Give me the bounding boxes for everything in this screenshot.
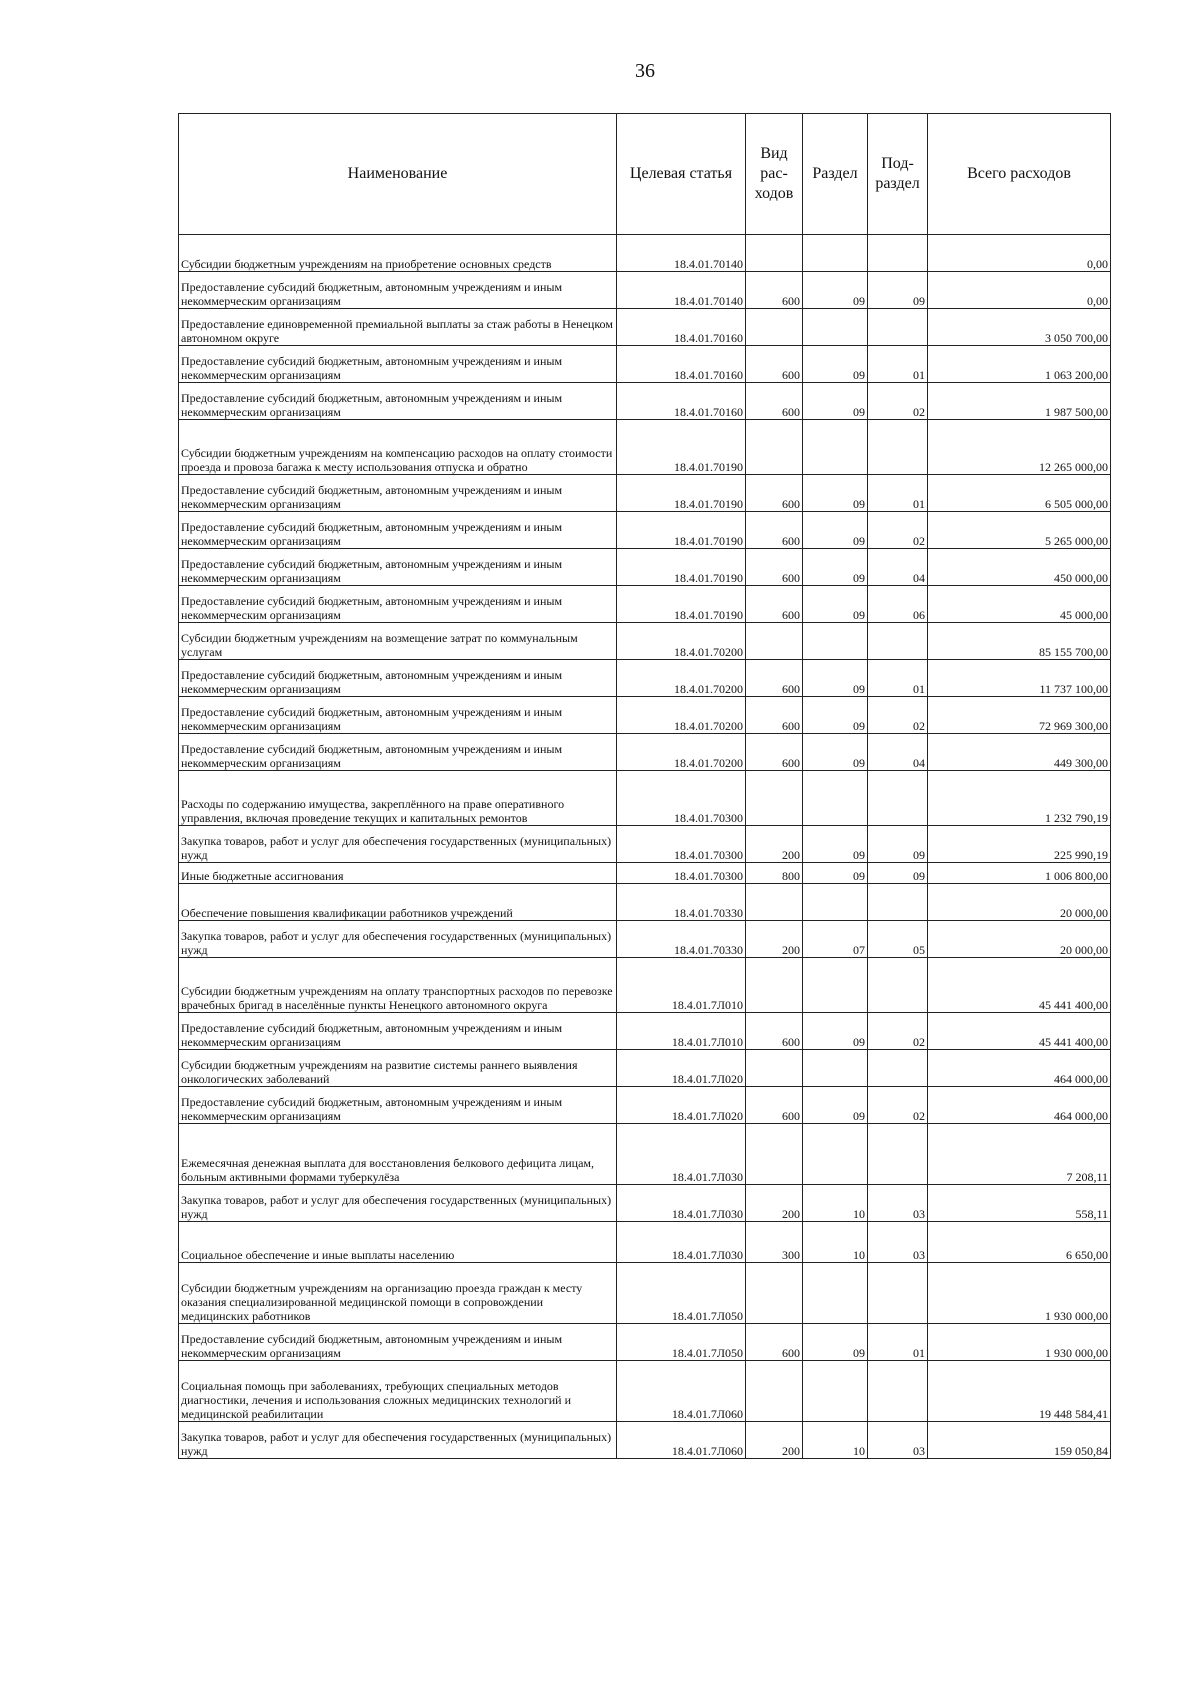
table-row: [179, 383, 1111, 420]
row-total: 464 000,00: [928, 1050, 1111, 1087]
row-section: 09: [803, 475, 868, 512]
row-subsection: 09: [868, 826, 928, 863]
row-name: Субсидии бюджетным учреждениям на организацию проезда граждан к месту оказания специализированной медицинской помощи в сопровождении медицинских работников: [179, 1263, 617, 1324]
row-name: Предоставление субсидий бюджетным, автономным учреждениям и иным некоммерческим организациям: [179, 1013, 617, 1050]
row-total: 12 265 000,00: [928, 420, 1111, 475]
table-row: [179, 1263, 1111, 1324]
row-subsection: [868, 1050, 928, 1087]
table-row: [179, 1361, 1111, 1422]
row-section: [803, 623, 868, 660]
row-section: 09: [803, 734, 868, 771]
row-name: Предоставление субсидий бюджетным, автономным учреждениям и иным некоммерческим организациям: [179, 512, 617, 549]
row-code: 18.4.01.7Л030: [617, 1222, 746, 1263]
row-section: 09: [803, 863, 868, 884]
table-row: [179, 512, 1111, 549]
table-row: [179, 1087, 1111, 1124]
header-section: Раздел: [803, 114, 868, 235]
row-subsection: 03: [868, 1222, 928, 1263]
row-vid: [746, 958, 803, 1013]
row-section: [803, 420, 868, 475]
table-header-row: [179, 114, 1111, 235]
row-section: 09: [803, 1013, 868, 1050]
table-row: [179, 734, 1111, 771]
row-subsection: 02: [868, 1087, 928, 1124]
row-section: [803, 309, 868, 346]
row-subsection: 01: [868, 660, 928, 697]
row-total: 558,11: [928, 1185, 1111, 1222]
row-section: 07: [803, 921, 868, 958]
row-code: 18.4.01.7Л030: [617, 1124, 746, 1185]
row-subsection: 01: [868, 1324, 928, 1361]
row-vid: 600: [746, 383, 803, 420]
row-vid: [746, 1263, 803, 1324]
row-total: 0,00: [928, 272, 1111, 309]
row-total: 6 650,00: [928, 1222, 1111, 1263]
row-name: Предоставление субсидий бюджетным, автономным учреждениям и иным некоммерческим организациям: [179, 549, 617, 586]
table-body: [179, 235, 1111, 1459]
row-total: 1 006 800,00: [928, 863, 1111, 884]
row-code: 18.4.01.70160: [617, 309, 746, 346]
row-name: Субсидии бюджетным учреждениям на развитие системы раннего выявления онкологических заболеваний: [179, 1050, 617, 1087]
row-code: 18.4.01.70300: [617, 826, 746, 863]
row-code: 18.4.01.70190: [617, 512, 746, 549]
row-vid: [746, 1361, 803, 1422]
row-vid: 800: [746, 863, 803, 884]
row-subsection: [868, 1361, 928, 1422]
table-row: [179, 346, 1111, 383]
table-row: [179, 1222, 1111, 1263]
row-vid: 600: [746, 272, 803, 309]
row-total: 45 441 400,00: [928, 1013, 1111, 1050]
row-vid: 600: [746, 475, 803, 512]
row-subsection: [868, 884, 928, 921]
row-code: 18.4.01.70200: [617, 623, 746, 660]
row-name: Предоставление субсидий бюджетным, автономным учреждениям и иным некоммерческим организациям: [179, 346, 617, 383]
table-row: [179, 420, 1111, 475]
row-name: Предоставление субсидий бюджетным, автономным учреждениям и иным некоммерческим организациям: [179, 734, 617, 771]
row-subsection: [868, 235, 928, 272]
row-vid: 200: [746, 1422, 803, 1459]
header-code: Целевая статья: [617, 114, 746, 235]
row-total: 20 000,00: [928, 921, 1111, 958]
row-subsection: 09: [868, 272, 928, 309]
row-vid: 600: [746, 1087, 803, 1124]
row-section: [803, 771, 868, 826]
row-subsection: 06: [868, 586, 928, 623]
row-vid: 600: [746, 734, 803, 771]
table-row: [179, 309, 1111, 346]
table-row: [179, 586, 1111, 623]
row-code: 18.4.01.70140: [617, 272, 746, 309]
row-name: Расходы по содержанию имущества, закреплённого на праве оперативного управления, включая проведение текущих и капитальных ремонтов: [179, 771, 617, 826]
row-name: Субсидии бюджетным учреждениям на компенсацию расходов на оплату стоимости проезда и провоза багажа к месту использования отпуска и обратно: [179, 420, 617, 475]
row-total: 1 232 790,19: [928, 771, 1111, 826]
row-name: Ежемесячная денежная выплата для восстановления белкового дефицита лицам, больным активными формами туберкулёза: [179, 1124, 617, 1185]
row-code: 18.4.01.7Л060: [617, 1361, 746, 1422]
row-subsection: [868, 420, 928, 475]
row-section: 10: [803, 1422, 868, 1459]
row-code: 18.4.01.7Л020: [617, 1087, 746, 1124]
row-section: 09: [803, 586, 868, 623]
table-row: [179, 1185, 1111, 1222]
row-name: Закупка товаров, работ и услуг для обеспечения государственных (муниципальных) нужд: [179, 1185, 617, 1222]
row-code: 18.4.01.70190: [617, 420, 746, 475]
row-section: 09: [803, 660, 868, 697]
row-total: 0,00: [928, 235, 1111, 272]
row-total: 1 063 200,00: [928, 346, 1111, 383]
row-code: 18.4.01.70200: [617, 697, 746, 734]
table-row: [179, 549, 1111, 586]
row-code: 18.4.01.70190: [617, 475, 746, 512]
row-total: 6 505 000,00: [928, 475, 1111, 512]
row-vid: [746, 623, 803, 660]
row-vid: 600: [746, 549, 803, 586]
table-row: [179, 235, 1111, 272]
table-row: [179, 958, 1111, 1013]
row-subsection: 04: [868, 549, 928, 586]
row-code: 18.4.01.7Л010: [617, 1013, 746, 1050]
row-vid: 200: [746, 826, 803, 863]
header-total: Всего расходов: [928, 114, 1111, 235]
row-total: 45 000,00: [928, 586, 1111, 623]
table-row: [179, 1124, 1111, 1185]
row-subsection: 01: [868, 475, 928, 512]
row-total: 7 208,11: [928, 1124, 1111, 1185]
row-subsection: 04: [868, 734, 928, 771]
row-code: 18.4.01.7Л050: [617, 1263, 746, 1324]
row-section: 09: [803, 383, 868, 420]
row-name: Обеспечение повышения квалификации работников учреждений: [179, 884, 617, 921]
row-code: 18.4.01.70300: [617, 863, 746, 884]
row-total: 1 987 500,00: [928, 383, 1111, 420]
row-total: 450 000,00: [928, 549, 1111, 586]
row-code: 18.4.01.70140: [617, 235, 746, 272]
row-vid: 600: [746, 586, 803, 623]
row-name: Предоставление субсидий бюджетным, автономным учреждениям и иным некоммерческим организациям: [179, 475, 617, 512]
row-vid: [746, 420, 803, 475]
row-name: Предоставление субсидий бюджетным, автономным учреждениям и иным некоммерческим организациям: [179, 383, 617, 420]
row-vid: [746, 1050, 803, 1087]
row-vid: 600: [746, 697, 803, 734]
row-section: 10: [803, 1222, 868, 1263]
row-subsection: [868, 1124, 928, 1185]
row-code: 18.4.01.70190: [617, 549, 746, 586]
row-code: 18.4.01.70300: [617, 771, 746, 826]
row-vid: [746, 309, 803, 346]
row-section: [803, 1361, 868, 1422]
row-vid: [746, 235, 803, 272]
header-name: Наименование: [179, 114, 617, 235]
row-total: 19 448 584,41: [928, 1361, 1111, 1422]
row-section: 09: [803, 697, 868, 734]
row-code: 18.4.01.70160: [617, 383, 746, 420]
row-name: Предоставление единовременной премиальной выплаты за стаж работы в Ненецком автономном округе: [179, 309, 617, 346]
row-code: 18.4.01.7Л050: [617, 1324, 746, 1361]
row-name: Закупка товаров, работ и услуг для обеспечения государственных (муниципальных) нужд: [179, 921, 617, 958]
row-code: 18.4.01.7Л010: [617, 958, 746, 1013]
row-section: 09: [803, 826, 868, 863]
table-row: [179, 1050, 1111, 1087]
row-subsection: 09: [868, 863, 928, 884]
row-total: 45 441 400,00: [928, 958, 1111, 1013]
row-subsection: 03: [868, 1422, 928, 1459]
budget-table: [178, 113, 1111, 1459]
row-vid: 300: [746, 1222, 803, 1263]
row-code: 18.4.01.7Л060: [617, 1422, 746, 1459]
row-total: 5 265 000,00: [928, 512, 1111, 549]
row-subsection: 01: [868, 346, 928, 383]
row-total: 225 990,19: [928, 826, 1111, 863]
row-section: 09: [803, 1324, 868, 1361]
row-vid: 200: [746, 921, 803, 958]
row-section: [803, 884, 868, 921]
row-subsection: [868, 1263, 928, 1324]
row-section: 09: [803, 1087, 868, 1124]
table-row: [179, 884, 1111, 921]
table-row: [179, 771, 1111, 826]
row-vid: [746, 1124, 803, 1185]
header-vid: Вид рас- ходов: [746, 114, 803, 235]
row-name: Социальное обеспечение и иные выплаты населению: [179, 1222, 617, 1263]
row-name: Иные бюджетные ассигнования: [179, 863, 617, 884]
row-section: [803, 235, 868, 272]
row-section: [803, 1263, 868, 1324]
row-name: Предоставление субсидий бюджетным, автономным учреждениям и иным некоммерческим организациям: [179, 1087, 617, 1124]
table-row: [179, 623, 1111, 660]
row-name: Закупка товаров, работ и услуг для обеспечения государственных (муниципальных) нужд: [179, 1422, 617, 1459]
row-subsection: [868, 309, 928, 346]
table-row: [179, 826, 1111, 863]
row-section: 09: [803, 549, 868, 586]
row-name: Закупка товаров, работ и услуг для обеспечения государственных (муниципальных) нужд: [179, 826, 617, 863]
row-vid: 600: [746, 1013, 803, 1050]
table-row: [179, 272, 1111, 309]
row-code: 18.4.01.70200: [617, 734, 746, 771]
row-name: Предоставление субсидий бюджетным, автономным учреждениям и иным некоммерческим организациям: [179, 586, 617, 623]
row-vid: 200: [746, 1185, 803, 1222]
row-subsection: [868, 771, 928, 826]
table-row: [179, 863, 1111, 884]
row-section: 09: [803, 512, 868, 549]
row-section: 09: [803, 346, 868, 383]
row-vid: [746, 771, 803, 826]
row-total: 464 000,00: [928, 1087, 1111, 1124]
row-total: 85 155 700,00: [928, 623, 1111, 660]
table-row: [179, 660, 1111, 697]
table-row: [179, 1013, 1111, 1050]
row-subsection: [868, 958, 928, 1013]
row-code: 18.4.01.70190: [617, 586, 746, 623]
row-total: 449 300,00: [928, 734, 1111, 771]
table-row: [179, 475, 1111, 512]
row-total: 3 050 700,00: [928, 309, 1111, 346]
row-name: Предоставление субсидий бюджетным, автономным учреждениям и иным некоммерческим организациям: [179, 660, 617, 697]
row-name: Социальная помощь при заболеваниях, требующих специальных методов диагностики, лечения и использования сложных медицинских технологий и медицинской реабилитации: [179, 1361, 617, 1422]
row-total: 20 000,00: [928, 884, 1111, 921]
row-name: Предоставление субсидий бюджетным, автономным учреждениям и иным некоммерческим организациям: [179, 1324, 617, 1361]
row-subsection: 02: [868, 512, 928, 549]
row-total: 72 969 300,00: [928, 697, 1111, 734]
row-subsection: [868, 623, 928, 660]
table-row: [179, 1324, 1111, 1361]
row-total: 1 930 000,00: [928, 1324, 1111, 1361]
row-section: [803, 1050, 868, 1087]
header-subsection: Под- раздел: [868, 114, 928, 235]
row-section: 10: [803, 1185, 868, 1222]
row-total: 11 737 100,00: [928, 660, 1111, 697]
page-number: 36: [635, 60, 655, 82]
row-vid: [746, 884, 803, 921]
row-subsection: 02: [868, 697, 928, 734]
row-code: 18.4.01.70200: [617, 660, 746, 697]
row-vid: 600: [746, 346, 803, 383]
row-name: Субсидии бюджетным учреждениям на оплату транспортных расходов по перевозке врачебных бригад в населённые пункты Ненецкого автономного округа: [179, 958, 617, 1013]
table-row: [179, 921, 1111, 958]
row-vid: 600: [746, 660, 803, 697]
row-name: Субсидии бюджетным учреждениям на приобретение основных средств: [179, 235, 617, 272]
row-name: Предоставление субсидий бюджетным, автономным учреждениям и иным некоммерческим организациям: [179, 697, 617, 734]
table-row: [179, 1422, 1111, 1459]
row-code: 18.4.01.70160: [617, 346, 746, 383]
row-total: 159 050,84: [928, 1422, 1111, 1459]
row-total: 1 930 000,00: [928, 1263, 1111, 1324]
row-code: 18.4.01.70330: [617, 921, 746, 958]
row-vid: 600: [746, 1324, 803, 1361]
row-section: 09: [803, 272, 868, 309]
row-code: 18.4.01.70330: [617, 884, 746, 921]
row-vid: 600: [746, 512, 803, 549]
row-name: Субсидии бюджетным учреждениям на возмещение затрат по коммунальным услугам: [179, 623, 617, 660]
table-row: [179, 697, 1111, 734]
row-subsection: 02: [868, 383, 928, 420]
row-subsection: 03: [868, 1185, 928, 1222]
row-code: 18.4.01.7Л030: [617, 1185, 746, 1222]
row-code: 18.4.01.7Л020: [617, 1050, 746, 1087]
row-name: Предоставление субсидий бюджетным, автономным учреждениям и иным некоммерческим организациям: [179, 272, 617, 309]
row-section: [803, 1124, 868, 1185]
row-subsection: 05: [868, 921, 928, 958]
row-subsection: 02: [868, 1013, 928, 1050]
row-section: [803, 958, 868, 1013]
